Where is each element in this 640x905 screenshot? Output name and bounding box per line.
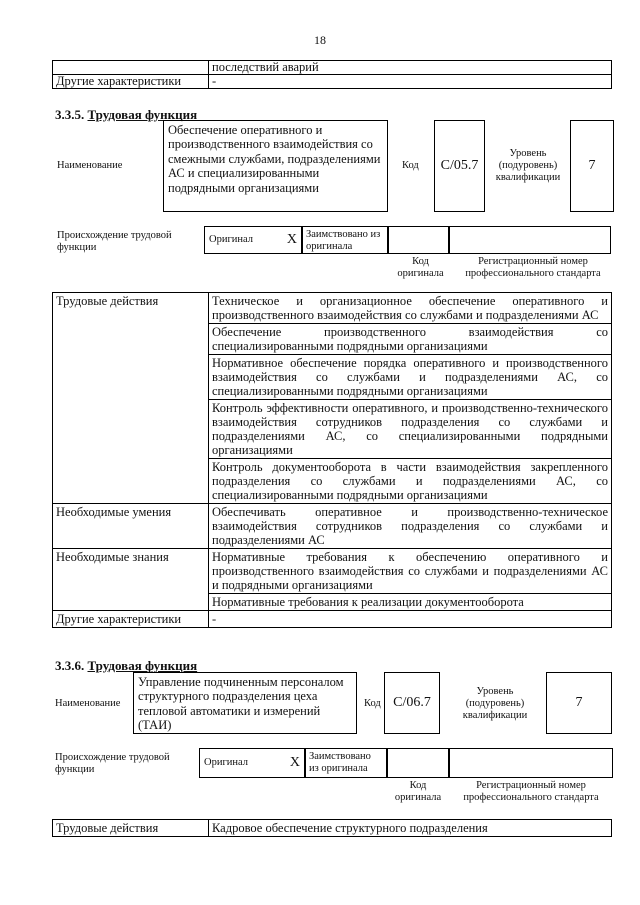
- labor-table: [52, 819, 612, 837]
- table-row: [53, 75, 612, 89]
- code-label: Код: [402, 160, 419, 171]
- other-label: Другие характеристики: [53, 611, 209, 628]
- code-box: C/06.7: [384, 672, 440, 734]
- labor-action-item: Обеспечение производственного взаимодействия со специализированными подрядными организациями: [209, 324, 612, 355]
- section-number: 3.3.5.: [55, 107, 85, 122]
- table-cell: последствий аварий: [209, 61, 612, 75]
- other-value: -: [209, 611, 612, 628]
- labor-action-item: Контроль документооборота в части взаимодействия закрепленного подразделения со службами и подразделениями АС, со специализированными подрядными организациями: [209, 459, 612, 504]
- labor-actions-label: Трудовые действия: [53, 820, 209, 837]
- table-row: [53, 61, 612, 75]
- original-mark: X: [289, 755, 300, 770]
- original-cell: [199, 748, 305, 778]
- skill-item: Обеспечивать оперативное и производственно-техническое взаимодействия сотрудников подразделения со службами и подразделениями АС: [209, 504, 612, 549]
- reg-number-label: Регистрационный номер профессионального стандарта: [465, 256, 601, 279]
- level-label: Уровень (подуровень) квалификации: [462, 686, 528, 721]
- function-name-box: Обеспечение оперативного и производственного взаимодействия со смежными службами, подразделениями АС и специализированными подрядными организациями: [163, 120, 388, 212]
- borrowed-cell: Заимствовано из оригинала: [305, 748, 387, 778]
- borrowed-cell: Заимствовано из оригинала: [302, 226, 388, 254]
- reg-number-cell: [449, 748, 613, 778]
- section-heading: Трудовая функция: [87, 107, 198, 122]
- knowledge-item: Нормативные требования к реализации документооборота: [209, 594, 612, 611]
- name-label: Наименование: [55, 698, 121, 709]
- labor-actions-label: Трудовые действия: [53, 293, 209, 504]
- function-name-box: Управление подчиненным персоналом структурного подразделения цеха тепловой автоматики и измерений (ТАИ): [133, 672, 357, 734]
- table-row: [53, 820, 612, 837]
- reg-number-cell: [449, 226, 611, 254]
- original-cell: [204, 226, 302, 254]
- table-row: [53, 611, 612, 628]
- labor-action-item: Контроль эффективности оперативного, и производственно-технического взаимодействия сотрудников подразделения со службами и подразделениями АС, со специализированными подрядными организациями: [209, 400, 612, 459]
- table-row: [53, 549, 612, 594]
- skills-label: Необходимые умения: [53, 504, 209, 549]
- code-label: Код: [364, 698, 381, 709]
- code-original-label: Код оригинала: [394, 780, 442, 803]
- code-box: C/05.7: [434, 120, 485, 212]
- origin-row: [199, 748, 613, 778]
- original-mark: X: [286, 232, 297, 247]
- origin-row: [204, 226, 611, 254]
- table-row: [53, 504, 612, 549]
- table-cell: -: [209, 75, 612, 89]
- code-original-cell: [388, 226, 449, 254]
- level-label: Уровень (подуровень) квалификации: [495, 148, 561, 183]
- page-number: 18: [314, 33, 326, 47]
- table-cell: Другие характеристики: [53, 75, 209, 89]
- table-cell: [53, 61, 209, 75]
- origin-label: Происхождение трудовой функции: [55, 752, 170, 775]
- section-heading: Трудовая функция: [87, 658, 198, 673]
- section-number: 3.3.6.: [55, 658, 85, 673]
- name-label: Наименование: [57, 160, 123, 171]
- knowledge-item: Нормативные требования к обеспечению оперативного и производственного взаимодействия со службами и подразделениями АС и подрядными организациями: [209, 549, 612, 594]
- reg-number-label: Регистрационный номер профессионального стандарта: [463, 780, 599, 803]
- origin-label: Происхождение трудовой функции: [57, 230, 172, 253]
- code-original-cell: [387, 748, 449, 778]
- knowledge-label: Необходимые знания: [53, 549, 209, 611]
- labor-table: [52, 292, 612, 628]
- level-box: 7: [546, 672, 612, 734]
- level-box: 7: [570, 120, 614, 212]
- labor-action-item: Техническое и организационное обеспечение оперативного и производственного взаимодействия со службами и подразделениями АС: [209, 293, 612, 324]
- continuation-table: [52, 60, 612, 89]
- table-row: [53, 293, 612, 324]
- labor-action-item: Кадровое обеспечение структурного подразделения: [209, 820, 612, 837]
- original-label: Оригинал: [204, 757, 248, 768]
- code-original-label: Код оригинала: [397, 256, 444, 279]
- labor-action-item: Нормативное обеспечение порядка оперативного и производственного взаимодействия со службами и подразделениями АС, со специализированными подрядными организациями: [209, 355, 612, 400]
- original-label: Оригинал: [209, 234, 253, 245]
